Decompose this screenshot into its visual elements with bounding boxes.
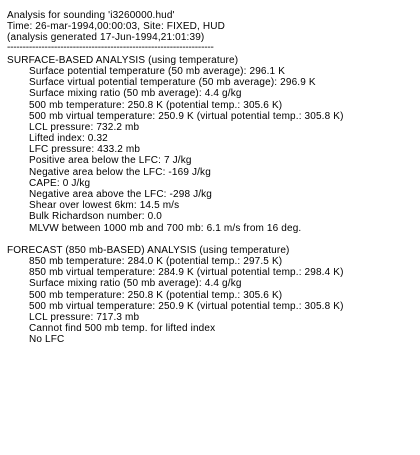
- report-time-site: Time: 26-mar-1994,00:00:03, Site: FIXED, HUD: [7, 21, 225, 33]
- surface-line: 500 mb temperature: 250.8 K (potential temp.: 305.6 K): [29, 99, 283, 111]
- surface-line: Surface mixing ratio (50 mb average): 4.4 g/kg: [29, 88, 242, 100]
- surface-analysis-heading: SURFACE-BASED ANALYSIS (using temperature): [7, 54, 239, 66]
- forecast-analysis-heading: FORECAST (850 mb-BASED) ANALYSIS (using temperature): [7, 244, 290, 256]
- forecast-line: 850 mb temperature: 284.0 K (potential temp.: 297.5 K): [29, 255, 283, 267]
- surface-line: Positive area below the LFC: 7 J/kg: [29, 155, 192, 167]
- forecast-line: Cannot find 500 mb temp. for lifted index: [29, 323, 216, 335]
- surface-line: LCL pressure: 732.2 mb: [29, 121, 140, 133]
- surface-line: CAPE: 0 J/kg: [29, 177, 91, 189]
- section-spacer: [7, 234, 420, 245]
- surface-line: LFC pressure: 433.2 mb: [29, 144, 141, 156]
- surface-line: Negative area below the LFC: -169 J/kg: [29, 166, 211, 178]
- forecast-line: Surface mixing ratio (50 mb average): 4.4 g/kg: [29, 278, 242, 290]
- surface-line: Surface potential temperature (50 mb average): 296.1 K: [29, 65, 286, 77]
- surface-line: Shear over lowest 6km: 14.5 m/s: [29, 200, 180, 212]
- surface-analysis-list: [7, 66, 420, 234]
- surface-line: Bulk Richardson number: 0.0: [29, 211, 163, 223]
- forecast-line: 500 mb temperature: 250.8 K (potential temp.: 305.6 K): [29, 289, 283, 301]
- forecast-line: 850 mb virtual temperature: 284.9 K (virtual potential temp.: 298.4 K): [29, 267, 344, 279]
- report-generated-time: (analysis generated 17-Jun-1994,21:01:39): [7, 32, 205, 44]
- surface-line: MLVW between 1000 mb and 700 mb: 6.1 m/s from 16 deg.: [29, 222, 302, 234]
- forecast-line: LCL pressure: 717.3 mb: [29, 311, 140, 323]
- surface-line: Negative area above the LFC: -298 J/kg: [29, 189, 213, 200]
- header-divider: ------------------------------------------------------------------: [7, 43, 214, 53]
- report-title: Analysis for sounding 'i3260000.hud': [7, 10, 175, 21]
- surface-line: Surface virtual potential temperature (50 mb average): 296.9 K: [29, 77, 316, 89]
- forecast-line: No LFC: [29, 334, 65, 346]
- forecast-line: 500 mb virtual temperature: 250.9 K (virtual potential temp.: 305.8 K): [29, 300, 344, 312]
- surface-line: 500 mb virtual temperature: 250.9 K (virtual potential temp.: 305.8 K): [29, 110, 344, 122]
- forecast-analysis-list: [7, 256, 420, 346]
- surface-line: Lifted index: 0.32: [29, 133, 108, 145]
- sounding-analysis-report: [7, 10, 420, 455]
